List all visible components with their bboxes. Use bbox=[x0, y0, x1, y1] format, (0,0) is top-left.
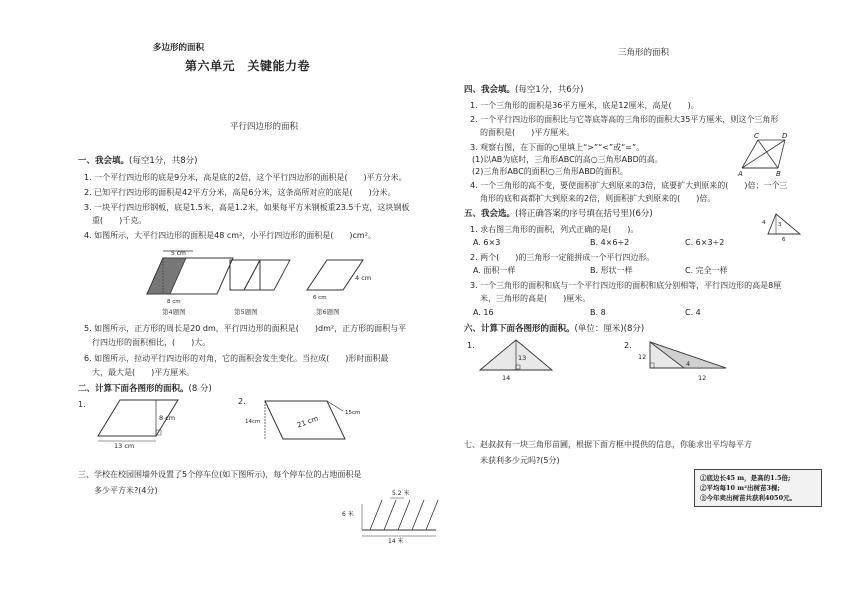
sec3-parking-figure bbox=[340, 488, 450, 543]
sec3-line-2: 多少平方米?(4分) bbox=[94, 486, 158, 495]
sec7-info-box bbox=[694, 469, 822, 507]
sec2-figure-2 bbox=[245, 397, 375, 447]
sec5-fig-bottom: 6 bbox=[782, 237, 786, 243]
sec2-heading-note: (8 分) bbox=[188, 384, 212, 394]
section-title: 平行四边形的面积 bbox=[230, 122, 299, 132]
sec7-info-1: ①底边长45 m，是高的1.5倍; bbox=[700, 474, 791, 482]
sec2-figure-1 bbox=[90, 398, 190, 458]
fig-label-d: D bbox=[782, 132, 788, 140]
sec5-q2-opt-a: A. 面积一样 bbox=[473, 266, 516, 275]
sec2-heading bbox=[78, 385, 212, 395]
sec1-line-5: 5. 如图所示，正方形的周长是20 dm，平行四边形的面积是( )dm²，正方形的面积与平 bbox=[84, 324, 407, 333]
sec1-line-1: 1. 一个平行四边形的底是9分米，高是底的2倍，这个平行四边形的面积是( )平方分米。 bbox=[84, 173, 407, 182]
fig6-side-label: 4 cm bbox=[355, 274, 372, 282]
sec4-heading-note: (每空1分，共6分) bbox=[515, 85, 584, 95]
sec7-info-2: ②平均每10 m²出树苗3棵; bbox=[700, 484, 780, 493]
sec3-fig-left: 6 米 bbox=[342, 511, 354, 518]
sec5-q1-opt-a: A. 6×3 bbox=[473, 238, 501, 247]
sec5-q3: 3. 一个三角形的面积和底与一个平行四边形的面积和底分别相等，平行四边形的高是8厘 bbox=[470, 281, 782, 290]
sec2-item2-label: 2. bbox=[238, 397, 246, 406]
sec6-figure-1 bbox=[478, 336, 558, 384]
sec5-q3-opt-c: C. 4 bbox=[685, 308, 701, 317]
sec5-q1: 1. 求右图三角形的面积，列式正确的是( )。 bbox=[470, 225, 639, 234]
sec4-line-3b: (2)三角形ABC的面积○三角形ABD的面积。 bbox=[472, 167, 628, 176]
sec4-line-4b: 角形的底和高都扩大到原来的2倍，则面积扩大到原来的( )倍。 bbox=[480, 194, 716, 203]
fig6-bottom-label: 6 cm bbox=[313, 295, 327, 301]
sec5-q2-opt-c: C. 完全一样 bbox=[685, 266, 728, 275]
sec5-q1-opt-c: C. 6×3÷2 bbox=[685, 238, 725, 247]
sec4-line-3: 3. 观察右图，在下面的○里填上“>”“<”或“=”。 bbox=[470, 143, 645, 152]
sec1-line-6: 6. 如图所示，拉动平行四边形的对角，它的面积会发生变化。当拉成( )形时面积最 bbox=[84, 354, 389, 363]
sec5-q3b: 米，三角形的高是( )厘米。 bbox=[480, 294, 591, 303]
sec7-line-1: 七、赵叔叔有一块三角形苗圃，根据下面方框中提供的信息，你能求出平均每平方 bbox=[464, 440, 752, 449]
sec4-line-3a: (1)以AB为底时，三角形ABC的高○三角形ABD的高。 bbox=[472, 155, 663, 164]
sec2-heading-text: 二、计算下面各图形的面积。 bbox=[78, 384, 189, 394]
sec5-heading-text: 五、我会选。 bbox=[464, 209, 516, 219]
sec1-line-4: 4. 如图所示，大平行四边形的面积是48 cm²，小平行四边形的面积是( )cm²。 bbox=[84, 231, 376, 240]
sec1-line-3b: 重( )千克。 bbox=[92, 216, 147, 225]
sec2-item1-label: 1. bbox=[78, 400, 86, 409]
sec6-heading bbox=[464, 325, 644, 335]
sec6-fig2-base: 12 bbox=[698, 374, 707, 382]
sec4-heading-text: 四、我会填。 bbox=[464, 85, 516, 95]
sec5-q2: 2. 两个( )的三角形一定能拼成一个平行四边形。 bbox=[470, 253, 655, 262]
figure-5 bbox=[228, 258, 298, 298]
sec5-q3-opt-b: B. 8 bbox=[590, 308, 606, 317]
sec5-q3-opt-a: A. 16 bbox=[473, 308, 494, 317]
sec4-line-2: 2. 一个平行四边形的面积比与它等底等高的三角形的面积大35平方厘米，则这个三角形 bbox=[470, 115, 779, 124]
caption-fig4: 第4题图 bbox=[162, 308, 186, 316]
figure-6 bbox=[305, 258, 385, 308]
sec6-figure-2 bbox=[636, 338, 746, 386]
caption-fig6: 第6题图 bbox=[316, 308, 340, 316]
sec4-figure-abcd bbox=[738, 130, 798, 178]
sec6-fig1-base: 14 bbox=[502, 374, 511, 382]
sec6-fig2-mid: 4 bbox=[686, 360, 691, 368]
sec1-line-5b: 行四边形的面积相比，( )大。 bbox=[92, 338, 211, 347]
sec4-line-1: 1. 一个三角形的面积是36平方厘米，底是12厘米，高是( )。 bbox=[470, 101, 699, 110]
fig-label-a: A bbox=[738, 170, 743, 178]
sec2-fig1-side: 8 cm bbox=[159, 414, 176, 422]
sec5-q1-opt-b: B. 4×6÷2 bbox=[590, 238, 630, 247]
sec1-line-2: 2. 已知平行四边形的面积是42平方分米，高是6分米，这条高所对应的底是( )分米。 bbox=[84, 188, 396, 197]
sec5-q1-figure bbox=[758, 210, 808, 242]
sec2-fig2-right: 15cm bbox=[345, 410, 361, 416]
sec7-info-3: ③今年卖出树苗共获利4050元。 bbox=[700, 494, 797, 503]
sec5-heading-note: (将正确答案的序号填在括号里)(6分) bbox=[515, 209, 653, 219]
sec1-line-6b: 大，最大是( )平方厘米。 bbox=[92, 368, 195, 377]
sec6-heading-text: 六、计算下面各图形的面积。 bbox=[464, 324, 575, 334]
page-title: 第六单元 关键能力卷 bbox=[185, 59, 311, 73]
sec7-line-2: 米获利多少元吗?(5分) bbox=[480, 456, 560, 465]
sec4-line-4: 4. 一个三角形的高不变，要使面积扩大到原来的3倍，底要扩大到原来的( )倍；一个三 bbox=[470, 181, 788, 190]
sec2-fig2-slant: 21 cm bbox=[296, 414, 320, 430]
fig4-top-label: 5 cm bbox=[171, 250, 186, 257]
sec5-q2-opt-b: B. 形状一样 bbox=[590, 266, 633, 275]
sec5-fig-mid: 3 bbox=[778, 222, 782, 228]
sec4-heading bbox=[464, 86, 583, 96]
sec3-line-1: 三、学校在校园围墙外设置了5个停车位(如下图所示)，每个停车位的占地面积是 bbox=[78, 470, 362, 479]
sec1-heading bbox=[78, 157, 197, 167]
sec1-heading-text: 一、我会填。 bbox=[78, 156, 130, 166]
sec5-fig-left: 4 bbox=[762, 220, 766, 226]
unit-subtitle: 多边形的面积 bbox=[153, 43, 205, 53]
sec6-fig2-left: 12 bbox=[638, 353, 647, 361]
sec2-fig2-left: 14cm bbox=[245, 419, 261, 425]
sec5-heading bbox=[464, 210, 653, 220]
fig-label-b: B bbox=[776, 170, 781, 178]
fig-label-c: C bbox=[754, 132, 759, 140]
fig4-bottom-label: 8 cm bbox=[167, 299, 181, 305]
sec6-fig1-height: 13 bbox=[518, 354, 527, 362]
sec1-line-3: 3. 一块平行四边形钢板，底是1.5米，高是1.2米，如果每平方米钢板重23.5千克，这块钢板 bbox=[84, 203, 410, 212]
sec6-heading-note: (单位：厘米)(8分) bbox=[574, 324, 645, 334]
figure-4 bbox=[145, 246, 235, 305]
sec2-fig1-bottom: 13 cm bbox=[114, 442, 135, 450]
sec3-fig-bottom: 14 米 bbox=[388, 538, 404, 545]
right-page-header: 三角形的面积 bbox=[618, 48, 670, 58]
sec6-item1-label: 1. bbox=[467, 341, 475, 350]
caption-fig5: 第5题图 bbox=[234, 308, 258, 316]
sec1-heading-note: (每空1分，共8分) bbox=[129, 156, 198, 166]
sec3-fig-top: 5.2 米 bbox=[392, 490, 410, 497]
sec6-item2-label: 2. bbox=[624, 341, 632, 350]
sec4-line-2b: 的面积是( )平方厘米。 bbox=[480, 128, 575, 137]
